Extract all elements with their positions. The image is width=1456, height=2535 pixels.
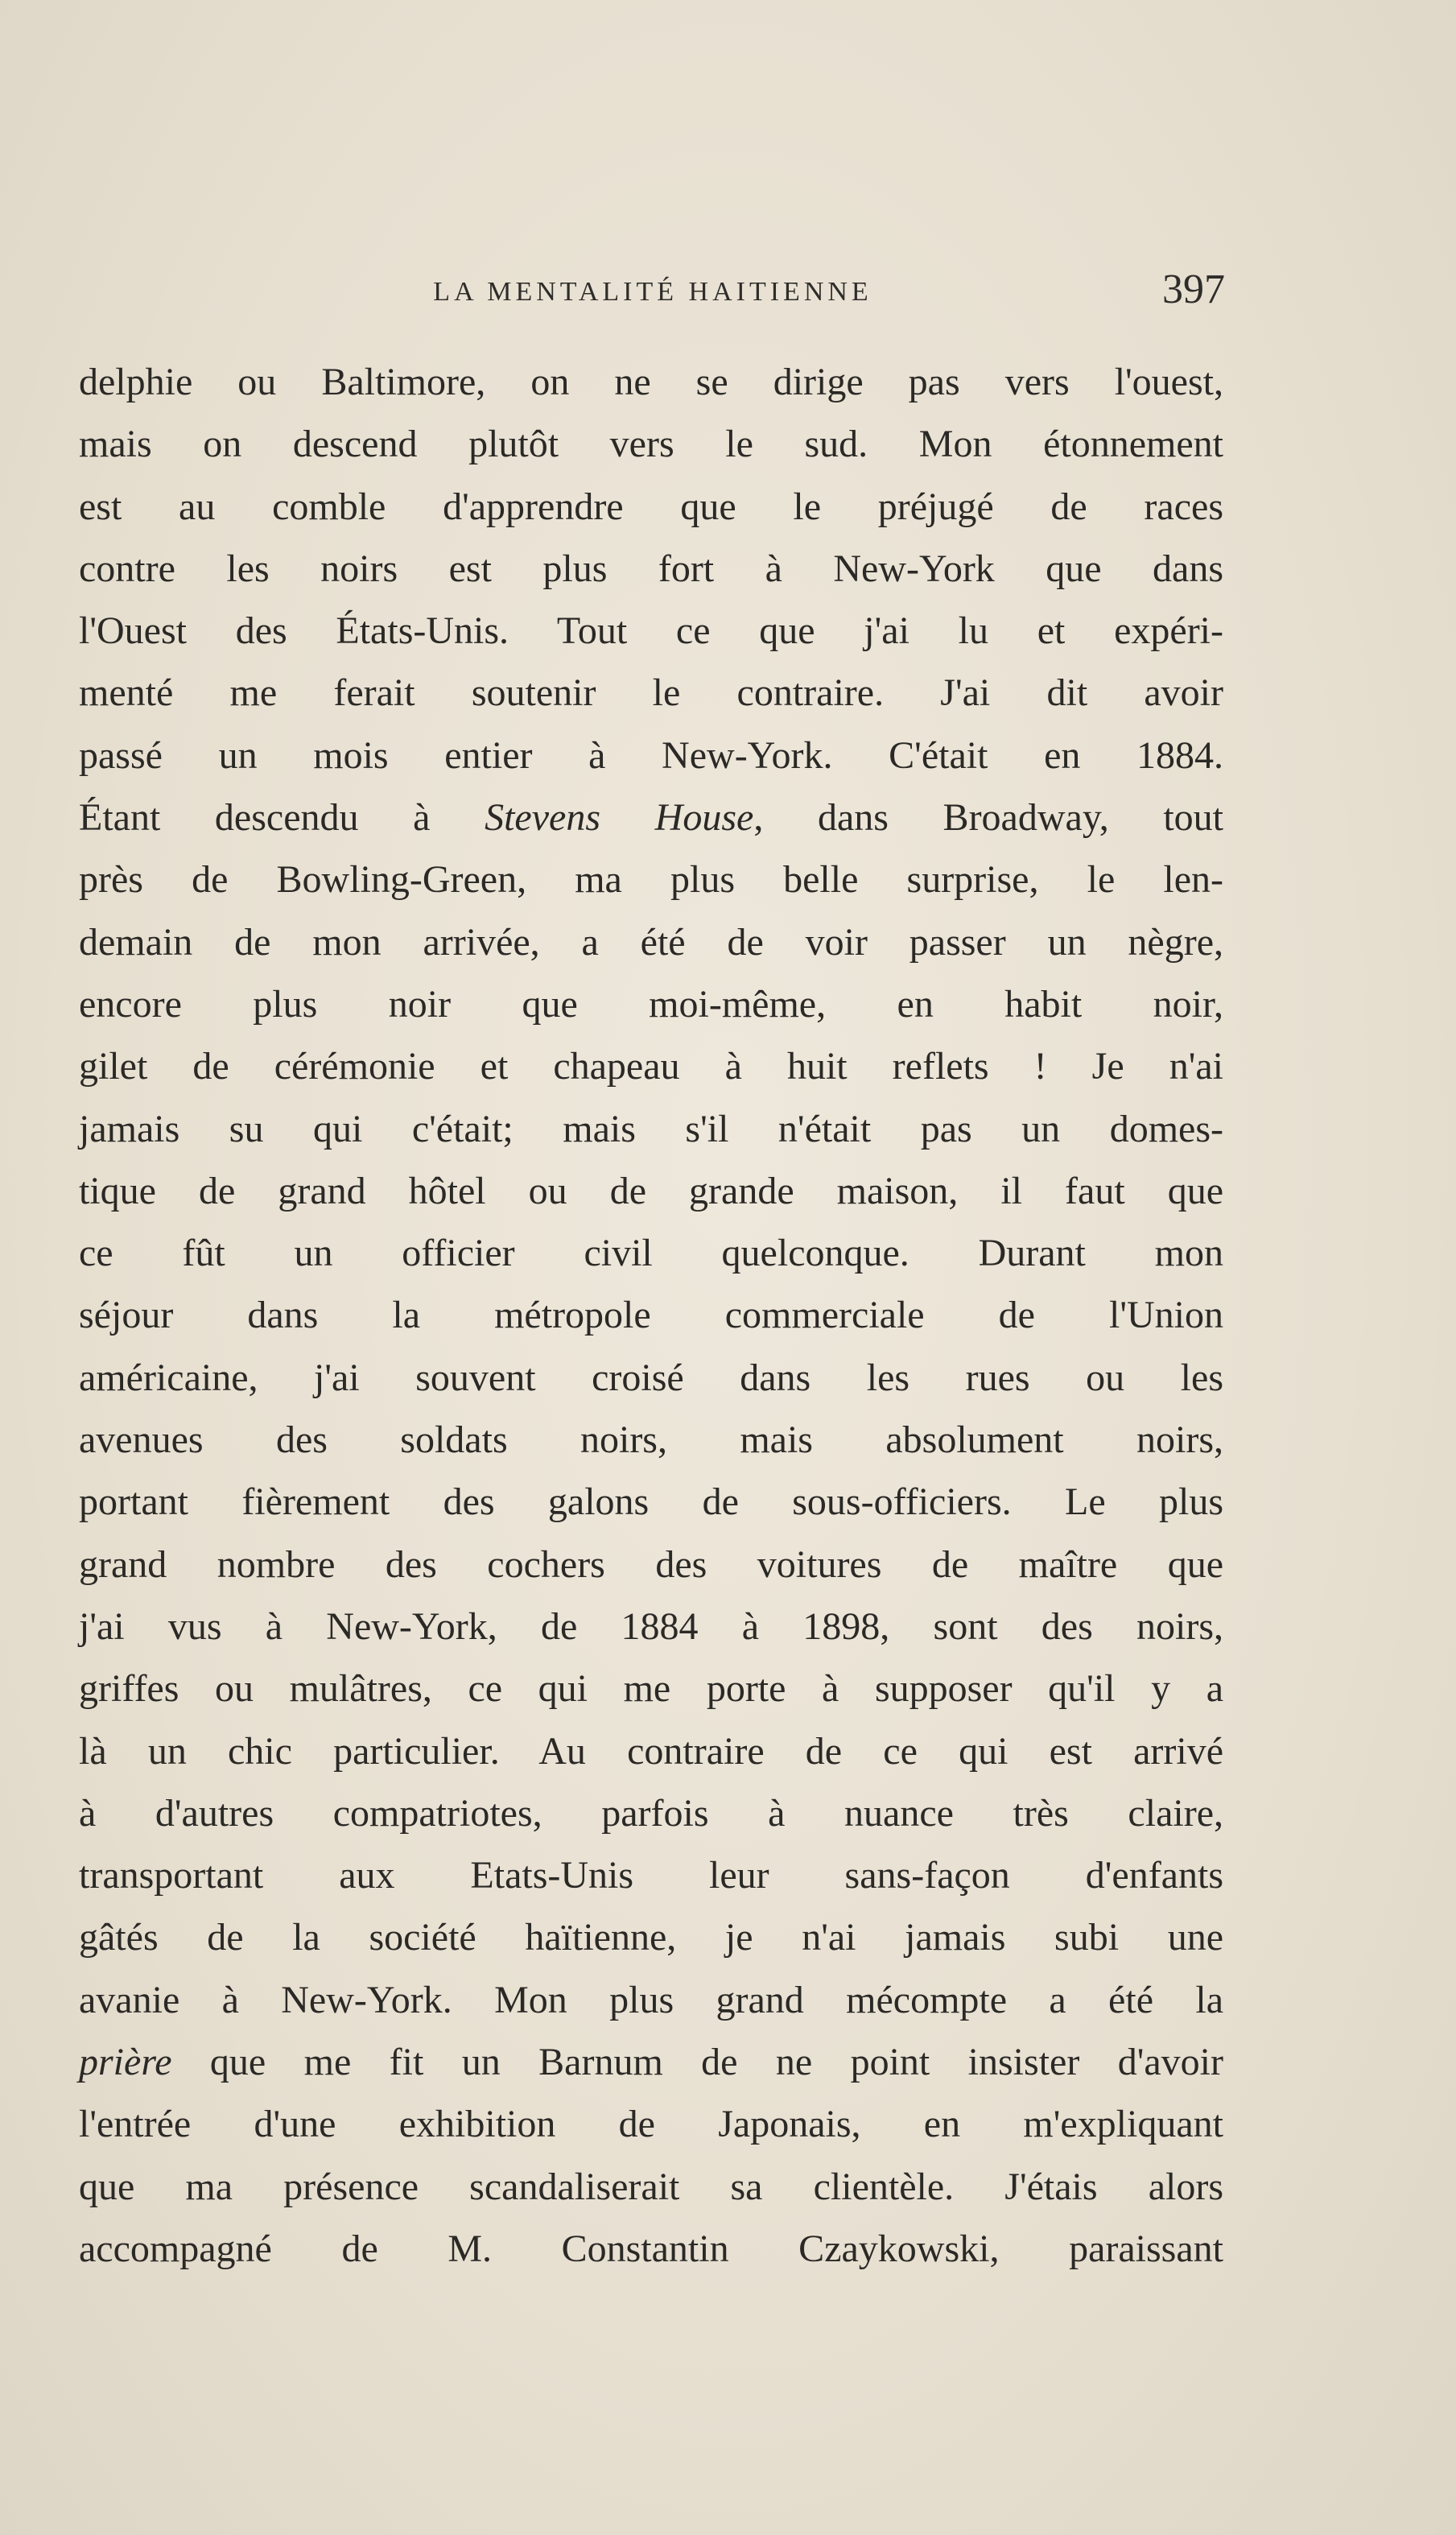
text-line: avenues des soldats noirs, mais absolument noirs,	[79, 1418, 1223, 1462]
text-line: là un chic particulier. Au contraire de ce qui est arrivé	[79, 1729, 1223, 1773]
text-line: que ma présence scandaliserait sa clientèle. J'étais alors	[79, 2165, 1223, 2208]
text-line: menté me ferait soutenir le contraire. J'ai dit avoir	[79, 671, 1223, 715]
text-line: l'Ouest des États-Unis. Tout ce que j'ai lu et expéri-	[79, 609, 1223, 653]
text-line: tique de grand hôtel ou de grande maison, il faut que	[79, 1169, 1223, 1212]
text-line: gâtés de la société haïtienne, je n'ai jamais subi une	[79, 1916, 1223, 1959]
text-line: encore plus noir que moi-même, en habit noir,	[79, 982, 1223, 1026]
text-line: jamais su qui c'était; mais s'il n'était pas un domes-	[79, 1107, 1223, 1150]
text-line	[79, 2031, 1223, 2093]
text-segment: que me fit un Barnum de ne point insister d'avoir	[171, 2041, 1223, 2084]
text-line: séjour dans la métropole commerciale de l'Union	[79, 1294, 1223, 1337]
running-title: LA MENTALITÉ HAITIENNE	[433, 277, 872, 307]
text-line: passé un mois entier à New-York. C'était en 1884.	[79, 733, 1223, 777]
italic-phrase: prière	[79, 2041, 172, 2084]
text-segment: , dans Broadway, tout	[753, 796, 1224, 840]
page-number: 397	[1162, 266, 1225, 312]
text-line: demain de mon arrivée, a été de voir passer un nègre,	[79, 920, 1223, 964]
text-line: griffes ou mulâtres, ce qui me porte à supposer qu'il y a	[79, 1667, 1223, 1711]
text-line: mais on descend plutôt vers le sud. Mon étonnement	[79, 423, 1223, 466]
text-segment: Étant descendu à	[79, 796, 485, 840]
text-line: grand nombre des cochers des voitures de maître que	[79, 1542, 1223, 1586]
text-line: portant fièrement des galons de sous-officiers. Le plus	[79, 1480, 1223, 1524]
text-line: américaine, j'ai souvent croisé dans les rues ou les	[79, 1356, 1223, 1399]
text-line: delphie ou Baltimore, on ne se dirige pas vers l'ouest,	[79, 361, 1223, 403]
text-line: gilet de cérémonie et chapeau à huit reflets ! Je n'ai	[79, 1045, 1223, 1088]
text-line: avanie à New-York. Mon plus grand mécompte a été la	[79, 1978, 1223, 2021]
body-text	[79, 351, 1223, 2280]
text-line	[79, 787, 1223, 848]
text-line: transportant aux Etats-Unis leur sans-façon d'enfants	[79, 1854, 1223, 1897]
text-line: j'ai vus à New-York, de 1884 à 1898, sont des noirs,	[79, 1604, 1223, 1648]
italic-phrase: Stevens House	[485, 796, 754, 840]
text-line: ce fût un officier civil quelconque. Durant mon	[79, 1232, 1223, 1275]
text-line: contre les noirs est plus fort à New-York que dans	[79, 547, 1223, 590]
running-head	[80, 266, 1225, 322]
text-line: est au comble d'apprendre que le préjugé de races	[79, 485, 1223, 528]
text-line: près de Bowling-Green, ma plus belle surprise, le len-	[79, 858, 1223, 902]
text-line: à d'autres compatriotes, parfois à nuance très claire,	[79, 1791, 1223, 1835]
text-line: l'entrée d'une exhibition de Japonais, en m'expliquant	[79, 2103, 1223, 2146]
text-line: accompagné de M. Constantin Czaykowski, paraissant	[79, 2227, 1223, 2270]
